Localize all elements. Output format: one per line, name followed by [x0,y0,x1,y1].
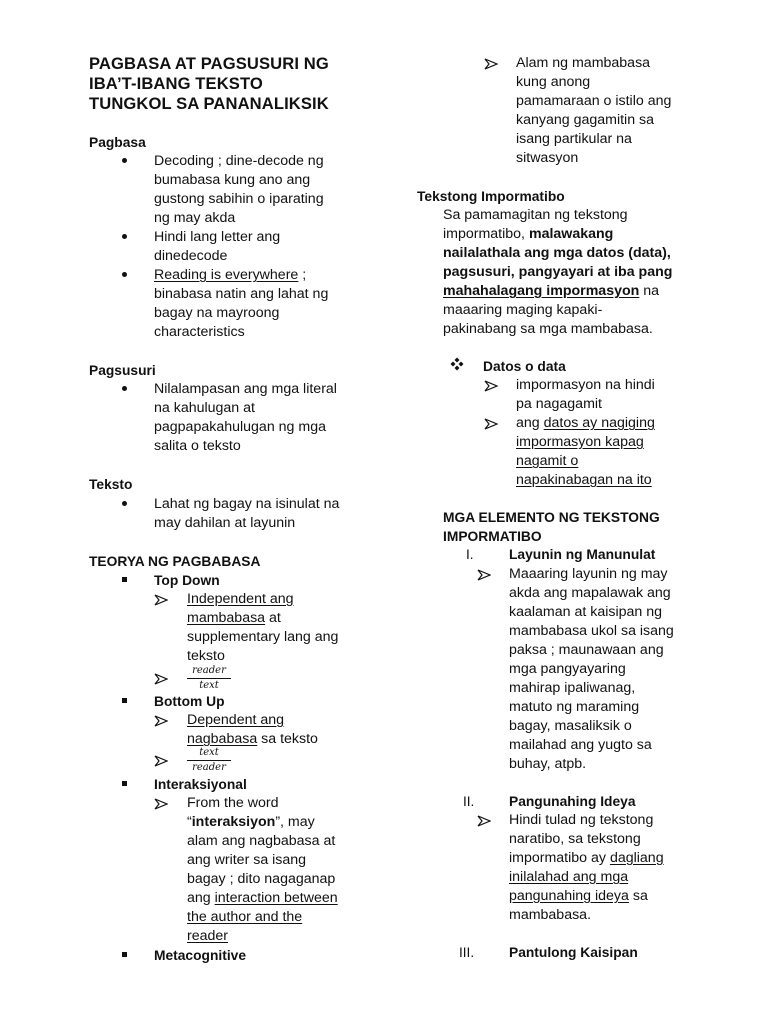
layunin-line: akda ang mapalawak ang [509,585,671,601]
ideya-line [509,887,648,906]
pagbasa-b1-line: Decoding ; dine-decode ng [154,153,324,169]
impormatibo-l2-a: impormatibo, [443,226,529,242]
fraction-numerator: reader [187,665,231,679]
pantulong-kaisipan-label: Pantulong Kaisipan [509,945,638,960]
bottomup-label: Bottom Up [154,694,225,709]
fraction-denominator: text [199,680,219,691]
ideya-line [509,868,628,887]
teorya-heading: TEORYA NG PAGBABASA [89,554,261,569]
bullet-dot [122,272,127,277]
interaksiyonal-line: ang writer sa isang [187,852,307,868]
square-bullet [122,698,127,703]
teksto-heading: Teksto [89,477,133,492]
interaksiyonal-line: From the word [187,795,279,811]
interaksiyonal-line: alam ang nagbabasa at [187,833,336,849]
arrow-bullet-icon [154,755,168,767]
fraction-denominator: reader [192,762,226,773]
bottomup-line [187,711,284,730]
square-bullet [122,577,127,582]
pagbasa-b2-line: dinedecode [154,248,228,264]
pagsusuri-line: salita o teksto [154,438,241,454]
pagbasa-heading: Pagbasa [89,135,146,150]
interaksiyonal-line [187,908,302,927]
bullet-dot [122,234,127,239]
layunin-line: bagay, masaliksik o [509,718,632,734]
document-title [89,54,389,114]
impormatibo-l5-rest: na [639,283,660,299]
layunin-line: Maaaring layunin ng may [509,566,668,582]
pagbasa-b3-line: binabasa natin ang lahat ng [154,286,329,302]
arrow-bullet-icon [154,715,168,727]
bullet-dot [122,158,127,163]
impormatibo-line: pagsusuri, pangyayari at iba pang [443,264,673,280]
arrow-bullet-icon [484,380,498,392]
ideya-l4-u: inilalahad ang mga [509,869,629,885]
datos-a2-u1: datos ay nagiging [543,415,655,431]
datos-a1-line: impormasyon na hindi [516,377,655,393]
impormatibo-line: nailalathala ang mga datos (data), [443,245,671,261]
ideya-l3-a: impormatibo ay [509,850,610,866]
pagbasa-b3-first-line [154,266,306,285]
layunin-line: buhay, atpb. [509,756,587,772]
pagbasa-b1-line: ng may akda [154,210,236,226]
right-top-line: kung anong [516,74,591,90]
interaksiyonal-l6-a: ang [187,890,215,906]
interaksiyonal-line [187,813,315,832]
arrow-bullet-icon [484,58,498,70]
interaksiyonal-label: Interaksiyonal [154,777,247,792]
bullet-dot [122,386,127,391]
datos-label: Datos o data [483,359,566,374]
datos-a2-u2: impormasyon kapag [516,434,644,450]
arrow-bullet-icon [484,418,498,430]
right-top-line: kanyang gagamitin sa [516,112,655,128]
roman-numeral-ii: II. [463,794,475,809]
pagsusuri-line: na kahulugan at [154,400,255,416]
square-bullet [122,781,127,786]
interaksiyon-word: interaksiyon [191,814,276,830]
topdown-line: teksto [187,648,225,664]
ideya-line: Hindi tulad ng tekstong [509,812,654,828]
datos-a2-a: ang [516,415,544,431]
pagbasa-b1-line: gustong sabihin o iparating [154,191,324,207]
datos-a2-line [516,452,578,471]
right-top-line: pamamaraan o istilo ang [516,93,672,109]
pagbasa-b1-line: bumabasa kung ano ang [154,172,311,188]
layunin-label: Layunin ng Manunulat [509,547,656,562]
pagsusuri-heading: Pagsusuri [89,363,156,378]
roman-numeral-iii: III. [459,945,475,960]
right-top-line: sitwasyon [516,150,579,166]
topdown-line: supplementary lang ang [187,629,339,645]
impormatibo-line [443,282,659,301]
topdown-label: Top Down [154,573,220,588]
arrow-bullet-icon [477,815,491,827]
pagbasa-b3-line: characteristics [154,324,245,340]
ideya-l5-rest: sa [628,888,648,904]
arrow-bullet-icon [154,798,168,810]
title-line-3: TUNGKOL SA PANANALIKSIK [89,94,329,113]
teksto-line: Lahat ng bagay na isinulat na [154,496,340,512]
impormatibo-line: pakinabang sa mga mambabasa. [443,321,653,337]
metacognitive-label: Metacognitive [154,948,246,963]
impormatibo-l2-b: malawakang [528,226,614,242]
pagbasa-b2-line: Hindi lang letter ang [154,229,281,245]
interaksiyonal-line [187,889,338,908]
reader-over-text-fraction [187,665,231,692]
layunin-line: kaalaman at kaisipan ng [509,604,663,620]
title-line-2: IBA’T-IBANG TEKSTO [89,74,263,93]
datos-a2-line [516,433,644,452]
right-top-line: isang partikular na [516,131,632,147]
impormatibo-line: Sa pamamagitan ng tekstong [443,207,628,223]
reading-everywhere-text: Reading is everywhere [154,267,299,283]
pagbasa-b3-line: bagay na mayroong [154,305,280,321]
ideya-l3-u: dagliang [609,850,664,866]
roman-numeral-i: I. [466,547,474,562]
arrow-bullet-icon [477,569,491,581]
topdown-l2-u: mambabasa [187,610,266,626]
diamond-bullet-icon [450,357,464,371]
datos-a2-u4: napakinabagan na ito [516,472,652,488]
title-line-1: PAGBASA AT PAGSUSURI NG [89,54,329,73]
datos-a2-line [516,471,652,490]
layunin-line: matuto ng maraming [509,699,640,715]
ideya-line: mambabasa. [509,907,592,923]
interaksiyonal-line: bagay ; dito nagaganap [187,871,336,887]
interaksiyonal-l2-rest: ”, may [275,814,315,830]
impormatibo-l5-b: mahahalagang impormasyon [443,283,640,299]
pangunahing-ideya-label: Pangunahing Ideya [509,794,636,809]
topdown-l2-rest: at [265,610,281,626]
interaksiyonal-l8-u: reader [187,928,229,944]
layunin-line: mambabasa ukol sa isang [509,623,674,639]
arrow-bullet-icon [154,594,168,606]
interaksiyonal-l7-u: the author and the [187,909,303,925]
pagsusuri-line: Nilalampasan ang mga literal [154,381,337,397]
impormatibo-line [443,225,613,244]
open-quote: “ [187,814,192,830]
arrow-bullet-icon [154,673,168,685]
square-bullet [122,952,127,957]
bullet-dot [122,501,127,506]
pagsusuri-line: pagpapakahulugan ng mga [154,419,326,435]
bottomup-l2-rest: sa teksto [257,731,318,747]
pagbasa-b3-rest: ; [298,267,307,283]
right-top-line: Alam ng mambabasa [516,55,651,71]
interaksiyonal-line [187,927,228,946]
datos-a2-line [516,414,655,433]
layunin-line: mailahad ang yugto sa [509,737,652,753]
topdown-l1: Independent ang [187,591,294,607]
fraction-numerator: text [187,747,231,761]
impormatibo-line: maaaring maging kapaki- [443,302,603,318]
datos-a2-u3: nagamit o [516,453,579,469]
bottomup-l1: Dependent ang [187,712,285,728]
ideya-line [509,849,664,868]
datos-a1-line: pa nagagamit [516,396,602,412]
teksto-line: may dahilan at layunin [154,515,296,531]
ideya-line: naratibo, sa tekstong [509,831,641,847]
topdown-line [187,590,294,609]
elemento-heading-line: IMPORMATIBO [443,529,542,544]
elemento-heading-line: MGA ELEMENTO NG TEKSTONG [443,510,660,525]
topdown-line [187,609,281,628]
layunin-line: paksa ; maunawaan ang [509,642,664,658]
layunin-line: mga pangyayaring [509,661,626,677]
bottomup-l2-u: nagbabasa [187,731,258,747]
ideya-l5-u: pangunahing ideya [509,888,629,904]
interaksiyonal-l6-u: interaction between [214,890,338,906]
text-over-reader-fraction [187,747,231,774]
impormatibo-heading: Tekstong Impormatibo [417,189,565,204]
layunin-line: mahirap ipaliwanag, [509,680,636,696]
